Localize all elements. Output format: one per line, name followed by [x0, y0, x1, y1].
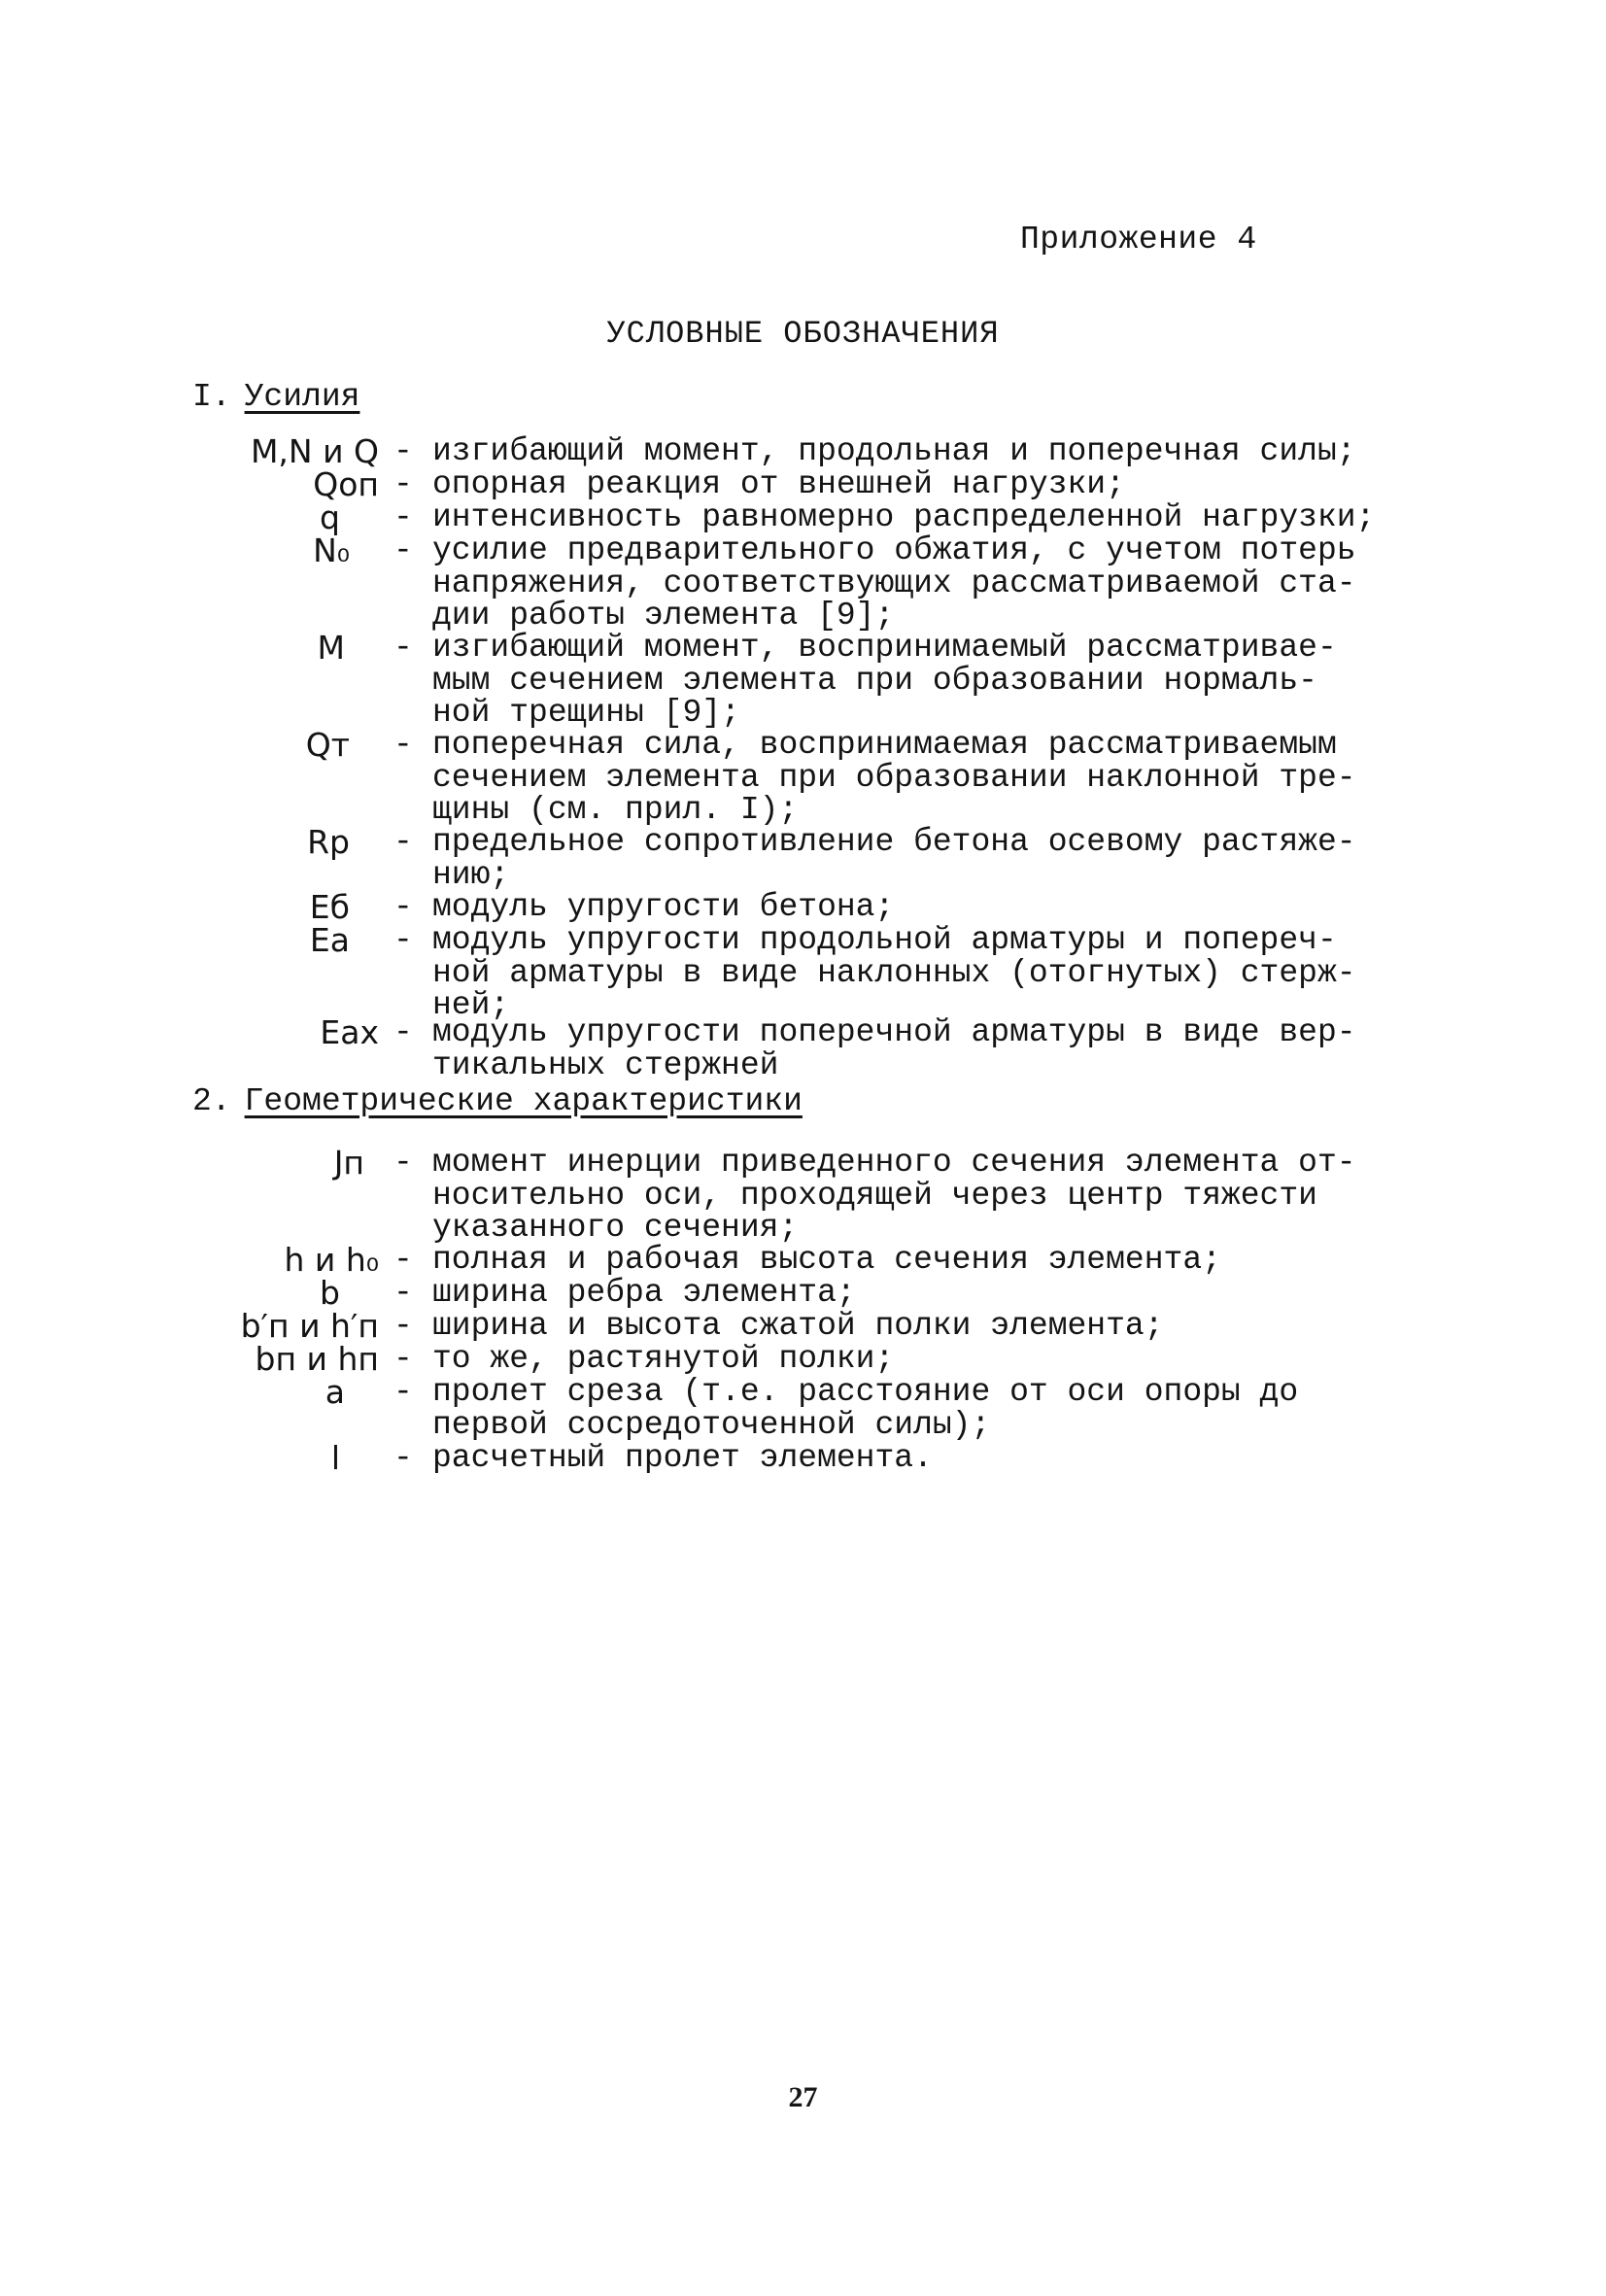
section-number: 2.: [192, 1083, 231, 1119]
notation-definition: изгибающий момент, воспринимаемый рассматривае- мым сечением элемента при образовании нормаль- ной трещины [9];: [432, 630, 1337, 731]
notation-symbol: Eах: [320, 1013, 379, 1051]
notation-definition: расчетный пролет элемента.: [432, 1440, 933, 1476]
notation-symbol: bп и hп: [255, 1340, 379, 1378]
notation-dash: -: [393, 433, 413, 469]
notation-dash: -: [393, 1145, 413, 1181]
notation-symbol: Eа: [309, 921, 350, 959]
notation-symbol: Qоп: [313, 465, 379, 503]
document-title: УСЛОВНЫЕ ОБОЗНАЧЕНИЯ: [606, 316, 1000, 352]
notation-definition: ширина ребра элемента;: [432, 1275, 856, 1311]
notation-definition: пролет среза (т.е. расстояние от оси опоры до первой сосредоточенной силы);: [432, 1374, 1299, 1443]
notation-dash: -: [393, 466, 413, 502]
notation-dash: -: [393, 889, 413, 925]
notation-definition: ширина и высота сжатой полки элемента;: [432, 1308, 1164, 1344]
notation-symbol: Jп: [333, 1144, 364, 1182]
notation-definition: изгибающий момент, продольная и поперечная силы;: [432, 433, 1356, 469]
notation-definition: то же, растянутой полки;: [432, 1341, 895, 1377]
section-heading-forces: [192, 379, 359, 415]
notation-dash: -: [393, 1014, 413, 1050]
notation-dash: -: [393, 532, 413, 568]
section-heading-geometry: [192, 1083, 803, 1119]
notation-dash: -: [393, 1341, 413, 1377]
notation-definition: момент инерции приведенного сечения элемента от- носительно оси, проходящей через центр тяжести указанного сечения;: [432, 1145, 1356, 1246]
notation-dash: -: [393, 1275, 413, 1311]
notation-symbol: b′п и h′п: [240, 1307, 379, 1345]
notation-definition: усилие предварительного обжатия, с учетом потерь напряжения, соответствующих рассматриваемой ста- дии работы элемента [9];: [432, 532, 1356, 634]
notation-dash: -: [393, 1308, 413, 1344]
notation-dash: -: [393, 630, 413, 666]
notation-symbol: l: [330, 1439, 340, 1477]
section-title: Усилия: [244, 379, 360, 415]
notation-symbol: q: [320, 498, 340, 536]
notation-dash: -: [393, 499, 413, 535]
notation-symbol: b: [320, 1274, 340, 1312]
notation-dash: -: [393, 1242, 413, 1278]
section-number: I.: [192, 379, 231, 415]
appendix-label: Приложение 4: [1020, 222, 1257, 257]
notation-definition: поперечная сила, воспринимаемая рассматриваемым сечением элемента при образовании наклонной тре- щины (см. прил. I);: [432, 727, 1356, 828]
page-number: 27: [788, 2081, 818, 2113]
notation-definition: интенсивность равномерно распределенной нагрузки;: [432, 499, 1376, 535]
notation-dash: -: [393, 824, 413, 860]
notation-definition: модуль упругости поперечной арматуры в виде вер- тикальных стержней: [432, 1014, 1356, 1083]
section-title: Геометрические характеристики: [244, 1083, 803, 1119]
notation-symbol: M: [317, 629, 345, 667]
notation-symbol: h и h₀: [284, 1241, 379, 1279]
notation-symbol: M,N и Q: [250, 432, 379, 470]
notation-definition: опорная реакция от внешней нагрузки;: [432, 466, 1125, 502]
notation-symbol: Qт: [305, 726, 350, 764]
notation-symbol: Eб: [309, 888, 350, 926]
notation-definition: полная и рабочая высота сечения элемента;: [432, 1242, 1221, 1278]
notation-symbol: N₀: [313, 531, 350, 569]
notation-definition: модуль упругости бетона;: [432, 889, 895, 925]
notation-dash: -: [393, 727, 413, 763]
notation-dash: -: [393, 1440, 413, 1476]
notation-definition: модуль упругости продольной арматуры и попереч- ной арматуры в виде наклонных (отогнутых) стерж- ней;: [432, 922, 1356, 1023]
notation-symbol: a: [325, 1373, 345, 1411]
notation-dash: -: [393, 1374, 413, 1410]
notation-symbol: Rр: [307, 823, 350, 861]
notation-definition: предельное сопротивление бетона осевому растяже- нию;: [432, 824, 1356, 893]
notation-dash: -: [393, 922, 413, 958]
